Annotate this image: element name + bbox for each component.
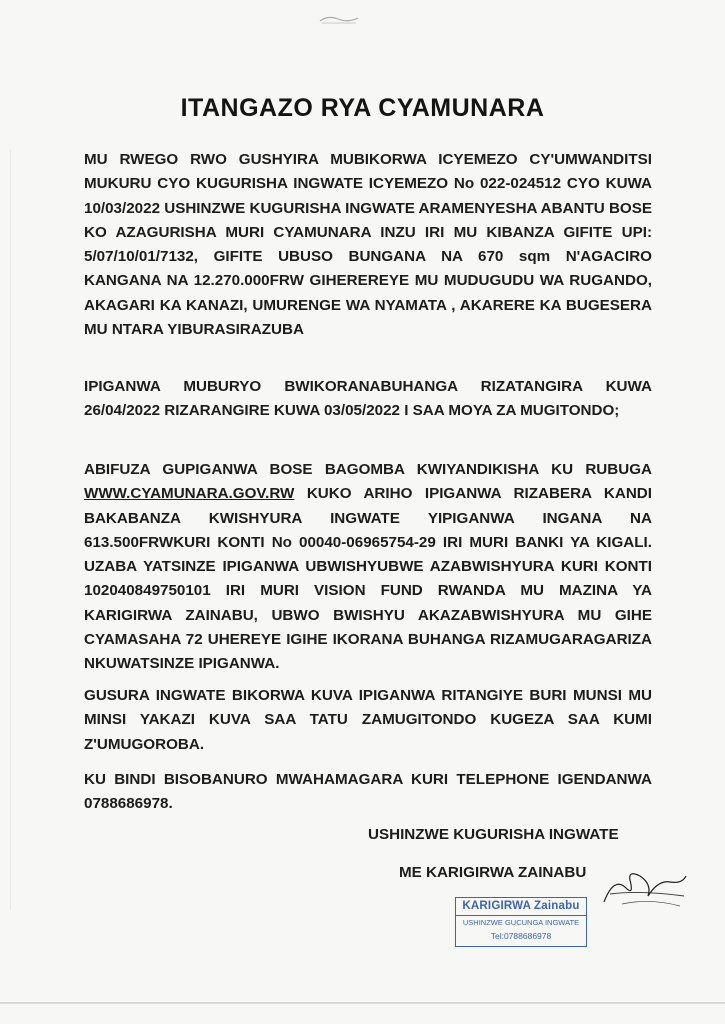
registration-text-pre: ABIFUZA GUPIGANWA BOSE BAGOMBA KWIYANDIKISHA KU RUBUGA	[84, 461, 652, 478]
paragraph-auction-notice: MU RWEGO RWO GUSHYIRA MUBIKORWA ICYEMEZO CY'UMWANDITSI MUKURU CYO KUGURISHA INGWATE ICYEMEZO No 022-024512 CYO KUWA 10/03/2022 USHINZWE KUGURISHA INGWATE ARAMENYESHA ABANTU BOSE KO AZAGURISHA MURI CYAMUNARA INZU IRI MU KIBANZA GIFITE UPI: 5/07/10/01/7132, GIFITE UBUSO BUNGANA NA 670 sqm N'AGACIRO KANGANA NA 12.270.000FRW GIHEREREYE MU MUDUGUDU WA RUGANDO, AKAGARI KA KANAZI, UMURENGE WA NYAMATA , AKARERE KA BUGESERA MU NTARA YIBURASIRAZUBA	[84, 151, 652, 339]
scan-edge-line	[10, 150, 11, 910]
top-mark-icon	[318, 12, 360, 24]
paragraph-registration	[84, 458, 652, 677]
page-bottom-edge	[0, 1002, 725, 1004]
paragraph-visiting-hours: GUSURA INGWATE BIKORWA KUVA IPIGANWA RITANGIYE BURI MUNSI MU MINSI YAKAZI KUVA SAA TATU ZAMUGITONDO KUGEZA SAA KUMI Z'UMUGOROBA.	[84, 687, 652, 753]
paragraph-contact-info: KU BINDI BISOBANURO MWAHAMAGARA KURI TELEPHONE IGENDANWA 0788686978.	[84, 771, 652, 813]
document-title: ITANGAZO RYA CYAMUNARA	[180, 94, 545, 122]
signatory-name: ME KARIGIRWA ZAINABU	[399, 864, 587, 881]
stamp-tel: Tel:0788686978	[490, 931, 552, 941]
paragraph-bidding-dates: IPIGANWA MUBURYO BWIKORANABUHANGA RIZATANGIRA KUWA 26/04/2022 RIZARANGIRE KUWA 03/05/2022 I SAA MOYA ZA MUGITONDO;	[84, 378, 652, 420]
cyamunara-website-link[interactable]: WWW.CYAMUNARA.GOV.RW	[84, 485, 295, 503]
official-stamp	[455, 897, 587, 947]
signatory-role: USHINZWE KUGURISHA INGWATE	[368, 826, 619, 843]
stamp-role: USHINZWE GUCUNGA INGWATE	[456, 915, 586, 927]
registration-text-post: KUKO ARIHO IPIGANWA RIZABERA KANDI BAKABANZA KWISHYURA INGWATE YIPIGANWA INGANA NA 613.500FRWKURI KONTI No 00040-06965754-29 IRI MURI BANKI YA KIGALI. UZABA YATSINZE IPIGANWA UBWISHYUBWE AZABWISHYURA KURI KONTI 102040849750101 IRI MURI VISION FUND RWANDA MU MAZINA YA KARIGIRWA ZAINABU, UBWO BWISHYU AKAZABWISHYURA MU GIHE CYAMASAHA 72 UHEREYE IGIHE IKORANA BUHANGA RIZAMUGARAGARIZA NKUWATSINZE IPIGANWA.	[84, 485, 652, 673]
stamp-name: KARIGIRWA Zainabu	[462, 900, 580, 912]
handwritten-signature-icon	[600, 866, 690, 916]
